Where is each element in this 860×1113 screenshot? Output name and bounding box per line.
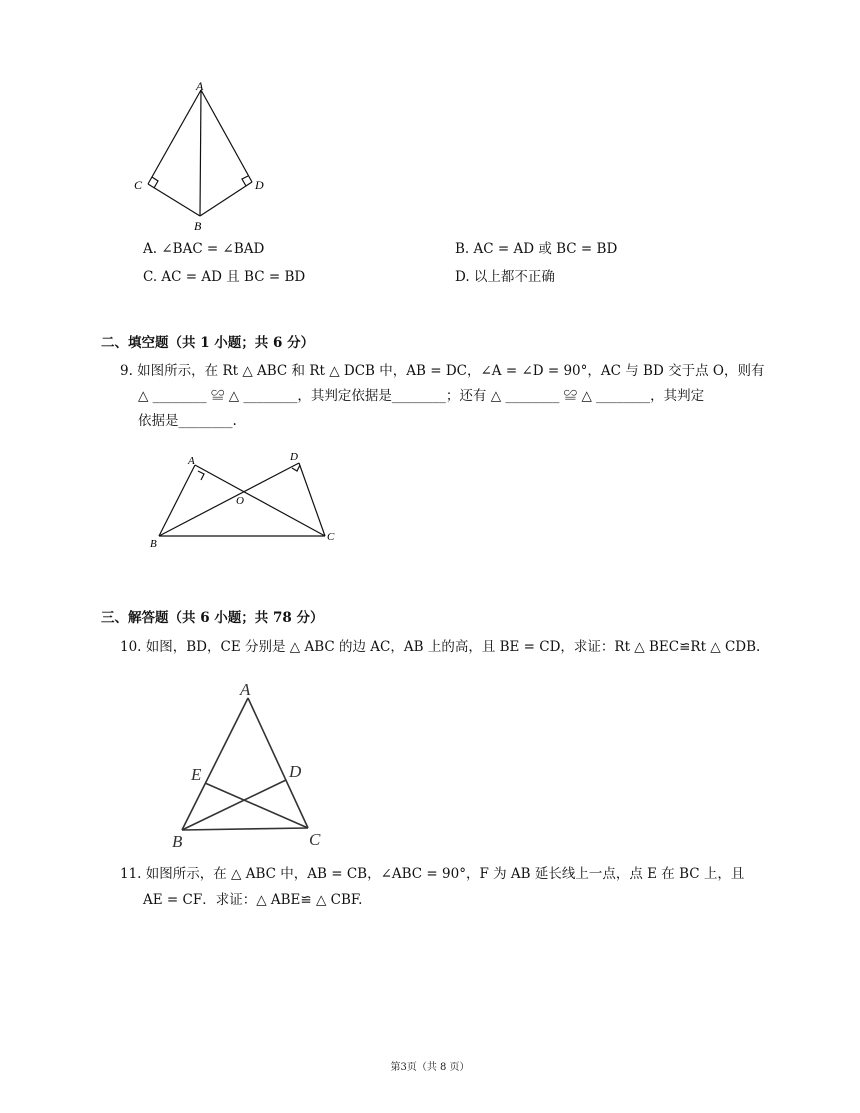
q10-line1: 10. 如图，BD，CE 分别是 △ ABC 的边 AC，AB 上的高，且 BE = CD，求证：Rt △ BEC≌Rt △ CDB. <box>120 639 761 655</box>
q9-label-d: D <box>290 451 298 463</box>
q8-option-c: C. AC = AD 且 BC = BD <box>143 269 306 285</box>
q9-label-a: A <box>188 455 195 467</box>
q9-figure <box>145 448 345 553</box>
q8-option-d: D. 以上都不正确 <box>455 269 555 285</box>
q9-line1: 9. 如图所示，在 Rt △ ABC 和 Rt △ DCB 中，AB = DC，∠A = ∠D = 90°，AC 与 BD 交于点 O，则有 <box>120 363 765 379</box>
q10-label-a: A <box>240 680 251 699</box>
q8-label-d: D <box>255 178 264 192</box>
q8-label-c: C <box>134 178 143 192</box>
q9-line3: 依据是________. <box>138 413 237 429</box>
section3-title: 三、解答题（共 6 小题；共 78 分） <box>101 610 324 626</box>
q10-label-c: C <box>309 830 321 849</box>
q10-label-b: B <box>172 832 183 851</box>
q8-figure <box>128 78 278 233</box>
section2-title: 二、填空题（共 1 小题；共 6 分） <box>101 335 315 351</box>
q10-figure <box>168 676 338 852</box>
q10-label-e: E <box>191 765 202 784</box>
q8-label-b: B <box>194 219 202 233</box>
q8-option-a: A. ∠BAC = ∠BAD <box>143 241 265 257</box>
q8-option-b: B. AC = AD 或 BC = BD <box>455 241 618 257</box>
q11-line1: 11. 如图所示，在 △ ABC 中，AB = CB，∠ABC = 90°，F 为 AB 延长线上一点，点 E 在 BC 上，且 <box>120 866 745 882</box>
q11-line2: AE = CF．求证：△ ABE≌ △ CBF. <box>143 892 363 908</box>
q8-label-a: A <box>196 79 204 93</box>
page-footer: 第3页（共 8 页） <box>390 1062 470 1073</box>
q9-label-o: O <box>236 495 244 507</box>
q9-label-b: B <box>150 538 157 550</box>
q9-line2: △ ________ ≌ △ ________，其判定依据是________；还有 △ ________ ≌ △ ________，其判定 <box>138 388 705 404</box>
q10-label-d: D <box>289 762 302 781</box>
q9-label-c: C <box>327 531 335 543</box>
